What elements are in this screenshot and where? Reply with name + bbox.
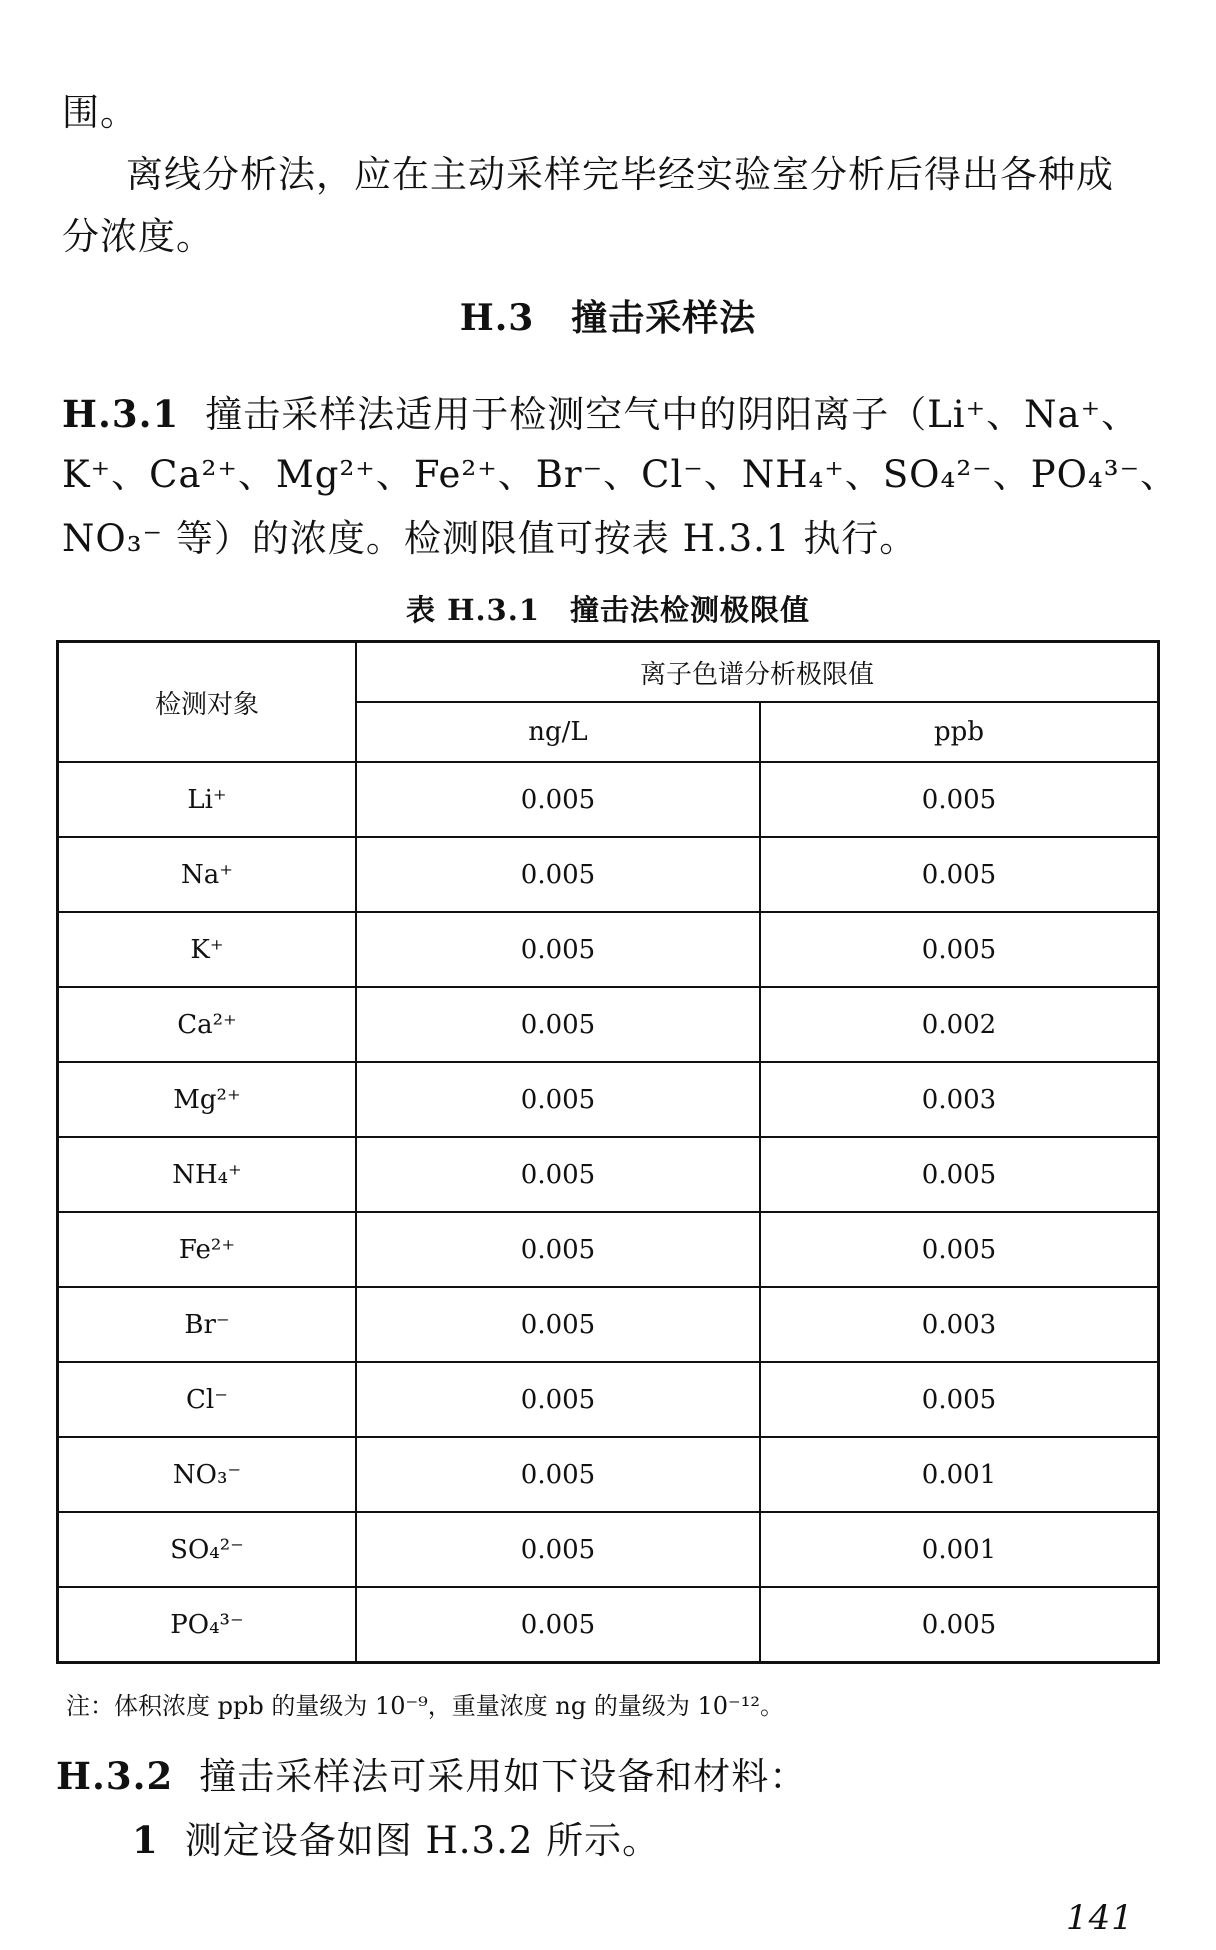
cell-ngl: 0.005 (356, 1362, 760, 1437)
cell-ppb: 0.002 (760, 987, 1159, 1062)
cell-ppb: 0.005 (760, 1137, 1159, 1212)
cell-ngl: 0.005 (356, 912, 760, 987)
cell-ngl: 0.005 (356, 1437, 760, 1512)
clause-number: H.3.2 (56, 1754, 174, 1798)
paragraph-offline-analysis-line-2: 分浓度。 (62, 215, 214, 258)
cell-ion: NO₃⁻ (58, 1437, 357, 1512)
clause-h331-line-3: NO₃⁻ 等）的浓度。检测限值可按表 H.3.1 执行。 (62, 517, 918, 560)
table-caption: 表 H.3.1 撞击法检测极限值 (405, 593, 811, 627)
cell-ppb: 0.005 (760, 912, 1159, 987)
cell-ngl: 0.005 (356, 1137, 760, 1212)
table-note: 注：体积浓度 ppb 的量级为 10⁻⁹，重量浓度 ng 的量级为 10⁻¹²。 (66, 1692, 784, 1720)
header-unit-ppb: ppb (760, 702, 1159, 762)
cell-ngl: 0.005 (356, 1287, 760, 1362)
section-heading: H.3 撞击采样法 (459, 297, 757, 339)
table-row (58, 1512, 1159, 1587)
cell-ngl: 0.005 (356, 1212, 760, 1287)
table-row (58, 1062, 1159, 1137)
cell-ion: Mg²⁺ (58, 1062, 357, 1137)
cell-ion: PO₄³⁻ (58, 1587, 357, 1663)
table-row (58, 837, 1159, 912)
table-row (58, 1437, 1159, 1512)
cell-ion: Li⁺ (58, 762, 357, 837)
cell-ngl: 0.005 (356, 1587, 760, 1663)
header-unit-ngl: ng/L (356, 702, 760, 762)
cell-ion: K⁺ (58, 912, 357, 987)
cell-ppb: 0.003 (760, 1287, 1159, 1362)
table-row (58, 762, 1159, 837)
cell-ion: Br⁻ (58, 1287, 357, 1362)
cell-ngl: 0.005 (356, 1062, 760, 1137)
header-ion-chromatography-limit: 离子色谱分析极限值 (356, 642, 1159, 703)
table-row (58, 1362, 1159, 1437)
detection-limit-table (56, 640, 1160, 1664)
clause-h331-line-2: K⁺、Ca²⁺、Mg²⁺、Fe²⁺、Br⁻、Cl⁻、NH₄⁺、SO₄²⁻、PO₄³⁻、 (62, 453, 1179, 496)
cell-ion: Ca²⁺ (58, 987, 357, 1062)
table-row (58, 1287, 1159, 1362)
cell-ngl: 0.005 (356, 837, 760, 912)
table-row (58, 912, 1159, 987)
clause-text: 撞击采样法可采用如下设备和材料： (199, 1755, 808, 1798)
cell-ppb: 0.003 (760, 1062, 1159, 1137)
table-row (58, 1212, 1159, 1287)
list-item-1 (132, 1810, 660, 1864)
cell-ion: Cl⁻ (58, 1362, 357, 1437)
cell-ppb: 0.005 (760, 1362, 1159, 1437)
cell-ppb: 0.005 (760, 1212, 1159, 1287)
header-detection-object: 检测对象 (58, 642, 357, 763)
table-row (58, 1587, 1159, 1663)
clause-h331-line-1 (62, 384, 1139, 438)
cell-ion: NH₄⁺ (58, 1137, 357, 1212)
cell-ppb: 0.001 (760, 1437, 1159, 1512)
clause-number: H.3.1 (62, 392, 180, 436)
cell-ion: Na⁺ (58, 837, 357, 912)
cell-ngl: 0.005 (356, 1512, 760, 1587)
table-row (58, 987, 1159, 1062)
cell-ngl: 0.005 (356, 762, 760, 837)
paragraph-continuation: 围。 (62, 91, 138, 134)
table-row (58, 1137, 1159, 1212)
cell-ppb: 0.005 (760, 1587, 1159, 1663)
cell-ppb: 0.005 (760, 837, 1159, 912)
paragraph-offline-analysis-line-1: 离线分析法，应在主动采样完毕经实验室分析后得出各种成 (126, 153, 1114, 196)
clause-h332 (56, 1746, 807, 1800)
page-number: 141 (1066, 1898, 1134, 1938)
item-number: 1 (132, 1818, 159, 1862)
cell-ppb: 0.001 (760, 1512, 1159, 1587)
cell-ion: SO₄²⁻ (58, 1512, 357, 1587)
cell-ppb: 0.005 (760, 762, 1159, 837)
cell-ion: Fe²⁺ (58, 1212, 357, 1287)
cell-ngl: 0.005 (356, 987, 760, 1062)
item-text: 测定设备如图 H.3.2 所示。 (184, 1819, 661, 1862)
clause-text: 撞击采样法适用于检测空气中的阴阳离子（Li⁺、Na⁺、 (205, 393, 1140, 436)
